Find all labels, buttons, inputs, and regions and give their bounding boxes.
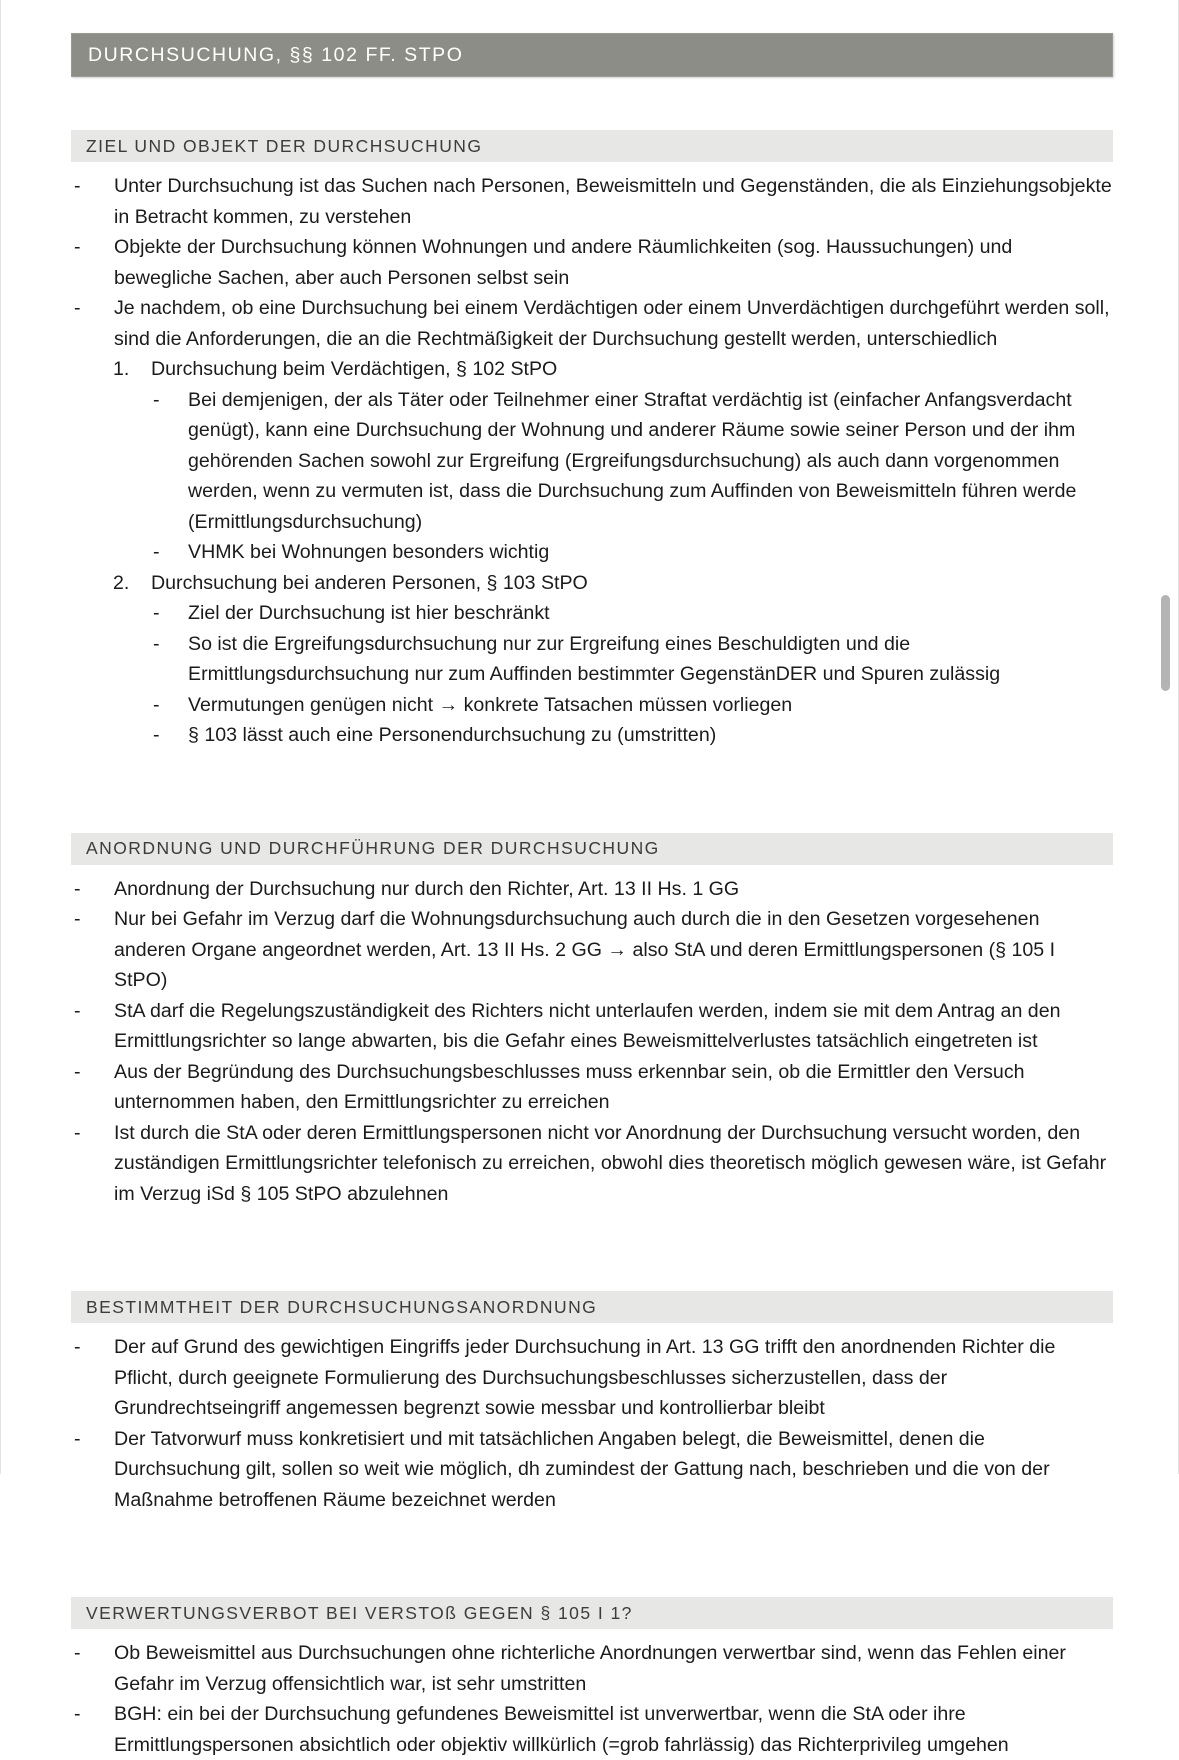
dash-bullet-icon: - xyxy=(74,236,81,258)
list-item xyxy=(71,354,1113,385)
list-item xyxy=(71,904,1113,996)
bullet-list xyxy=(71,1638,1113,1760)
list-item-text: § 103 lässt auch eine Personendurchsuchung zu (umstritten) xyxy=(188,724,717,746)
scrollbar-track[interactable] xyxy=(1162,0,1178,1474)
list-item xyxy=(71,629,1113,690)
list-item xyxy=(71,385,1113,538)
list-item xyxy=(71,1332,1113,1424)
sections-container xyxy=(71,130,1113,1760)
dash-bullet-icon: - xyxy=(74,1060,81,1083)
document-title-bar xyxy=(71,33,1113,77)
dash-bullet-icon: - xyxy=(74,1642,81,1664)
list-item xyxy=(71,1638,1113,1699)
list-item-text: StA darf die Regelungszuständigkeit des Richters nicht unterlaufen werden, indem sie mit dem Antrag an den Ermittlungsrichter so lange abwarten, bis die Gefahr eines Beweismittelverlustes tatsächlich eingetreten ist xyxy=(114,999,1061,1052)
section xyxy=(71,130,1113,751)
list-item xyxy=(71,996,1113,1057)
bullet-list xyxy=(71,171,1113,751)
list-item-text: Ob Beweismittel aus Durchsuchungen ohne richterliche Anordnungen verwertbar sind, wenn das Fehlen einer Gefahr im Verzug offensichtlich war, ist sehr umstritten xyxy=(114,1642,1066,1695)
section-header-label: ANORDNUNG UND DURCHFÜHRUNG DER DURCHSUCHUNG xyxy=(86,838,660,858)
list-item-text: Anordnung der Durchsuchung nur durch den Richter, Art. 13 II Hs. 1 GG xyxy=(114,877,740,900)
list-item xyxy=(71,720,1113,751)
list-item xyxy=(71,537,1113,568)
section-spacer xyxy=(71,1209,1113,1291)
section xyxy=(71,1597,1113,1760)
section-header xyxy=(71,130,1113,162)
bullet-list xyxy=(71,874,1113,1210)
list-item-text: Je nachdem, ob eine Durchsuchung bei einem Verdächtigen oder einem Unverdächtigen durchgeführt werden soll, sind die Anforderungen, die an die Rechtmäßigkeit der Durchsuchung gestellt werden, unterschiedlich xyxy=(114,297,1110,350)
list-item-text: Vermutungen genügen nicht → konkrete Tatsachen müssen vorliegen xyxy=(188,693,793,716)
list-item xyxy=(71,1118,1113,1210)
right-arrow-icon: → xyxy=(607,938,627,961)
list-item-text: So ist die Ergreifungsdurchsuchung nur zur Ergreifung eines Beschuldigten und die Ermittlungsdurchsuchung nur zum Auffinden bestimmter GegenstänDER und Spuren zulässig xyxy=(188,632,1001,685)
list-item xyxy=(71,690,1113,721)
list-item-text: Unter Durchsuchung ist das Suchen nach Personen, Beweismitteln und Gegenständen, die als Einziehungsobjekte in Betracht kommen, zu verstehen xyxy=(114,175,1112,228)
dash-bullet-icon: - xyxy=(74,877,81,900)
document-content xyxy=(71,0,1113,1760)
list-item-text: VHMK bei Wohnungen besonders wichtig xyxy=(188,541,550,563)
section-header xyxy=(71,1291,1113,1323)
dash-bullet-icon: - xyxy=(153,632,160,655)
section-header-label: BESTIMMTHEIT DER DURCHSUCHUNGSANORDNUNG xyxy=(86,1296,598,1317)
list-item-text: Der Tatvorwurf muss konkretisiert und mit tatsächlichen Angaben belegt, die Beweismittel, denen die Durchsuchung gilt, sollen so weit wie möglich, dh zumindest der Gattung nach, beschrieben und die von der Maßnahme betroffenen Räume bezeichnet werden xyxy=(114,1427,1050,1511)
section xyxy=(71,1291,1113,1515)
list-item-text: Durchsuchung beim Verdächtigen, § 102 StPO xyxy=(151,358,558,380)
list-item-text: Aus der Begründung des Durchsuchungsbeschlusses muss erkennbar sein, ob die Ermittler den Versuch unternommen haben, den Ermittlungsrichter zu erreichen xyxy=(114,1060,1025,1113)
list-item xyxy=(71,293,1113,354)
section-header-label: ZIEL UND OBJEKT DER DURCHSUCHUNG xyxy=(86,135,483,156)
dash-bullet-icon: - xyxy=(153,724,160,746)
right-arrow-icon: → xyxy=(438,693,459,716)
dash-bullet-icon: - xyxy=(74,999,81,1022)
dash-bullet-icon: - xyxy=(74,1427,81,1450)
dash-bullet-icon: - xyxy=(153,388,160,411)
document-title: DURCHSUCHUNG, §§ 102 FF. STPO xyxy=(88,43,464,66)
section xyxy=(71,833,1113,1210)
bullet-list xyxy=(71,1332,1113,1515)
section-header xyxy=(71,1597,1113,1629)
list-item xyxy=(71,1699,1113,1760)
list-item-text: Ist durch die StA oder deren Ermittlungspersonen nicht vor Anordnung der Durchsuchung versucht worden, den zuständigen Ermittlungsrichter telefonisch zu erreichen, obwohl dies theoretisch möglich gewesen wäre, ist Gefahr im Verzug iSd § 105 StPO abzulehnen xyxy=(114,1121,1107,1205)
list-item xyxy=(71,598,1113,629)
dash-bullet-icon: - xyxy=(74,1121,81,1144)
list-item-text: Objekte der Durchsuchung können Wohnungen und andere Räumlichkeiten (sog. Haussuchungen) und bewegliche Sachen, aber auch Personen selbst sein xyxy=(114,236,1013,289)
list-item-text: BGH: ein bei der Durchsuchung gefundenes Beweismittel ist unverwertbar, wenn die StA oder ihre Ermittlungspersonen absichtlich oder objektiv willkürlich (=grob fahrlässig) das Richterprivileg umgehen xyxy=(114,1703,1009,1756)
list-item xyxy=(71,568,1113,599)
dash-bullet-icon: - xyxy=(74,175,81,197)
list-item-text: Nur bei Gefahr im Verzug darf die Wohnungsdurchsuchung auch durch die in den Gesetzen vorgesehenen anderen Organe angeordnet werden, Art. 13 II Hs. 2 GG → also StA und deren Ermittlungspersonen (§ 105 I StPO) xyxy=(114,908,1056,991)
section-header xyxy=(71,833,1113,865)
section-header-label: VERWERTUNGSVERBOT BEI VERSTOß GEGEN § 105 I 1? xyxy=(86,1602,633,1623)
list-item xyxy=(71,232,1113,293)
ordered-bullet-marker: 2. xyxy=(113,571,130,594)
list-item-text: Bei demjenigen, der als Täter oder Teilnehmer einer Straftat verdächtig ist (einfacher Anfangsverdacht genügt), kann eine Durchsuchung der Wohnung und anderer Räume sowie seiner Person und der ihm gehörenden Sachen sowohl zur Ergreifung (Ergreifungsdurchsuchung) als auch dann vorgenommen werden, wenn zu vermuten ist, dass die Durchsuchung zum Auffinden von Beweismitteln führen werde (Ermittlungsdurchsuchung) xyxy=(188,388,1077,533)
dash-bullet-icon: - xyxy=(74,908,81,930)
dash-bullet-icon: - xyxy=(153,693,160,716)
list-item xyxy=(71,1424,1113,1516)
section-spacer xyxy=(71,751,1113,833)
list-item-text: Ziel der Durchsuchung ist hier beschränkt xyxy=(188,602,550,624)
list-item xyxy=(71,1057,1113,1118)
section-spacer xyxy=(71,1515,1113,1597)
list-item xyxy=(71,874,1113,905)
spacer xyxy=(71,77,1113,130)
dash-bullet-icon: - xyxy=(74,1703,81,1725)
list-item xyxy=(71,171,1113,232)
list-item-text: Durchsuchung bei anderen Personen, § 103 StPO xyxy=(151,571,588,594)
ordered-bullet-marker: 1. xyxy=(113,358,130,380)
list-item-text: Der auf Grund des gewichtigen Eingriffs jeder Durchsuchung in Art. 13 GG trifft den anordnenden Richter die Pflicht, durch geeignete Formulierung des Durchsuchungsbeschlusses sicherzustellen, dass der Grundrechtseingriff angemessen begrenzt sowie messbar und kontrollierbar bleibt xyxy=(114,1336,1056,1419)
dash-bullet-icon: - xyxy=(74,1336,81,1358)
dash-bullet-icon: - xyxy=(153,602,160,624)
dash-bullet-icon: - xyxy=(153,541,160,563)
scrollbar-thumb[interactable] xyxy=(1161,595,1170,691)
dash-bullet-icon: - xyxy=(74,297,81,319)
